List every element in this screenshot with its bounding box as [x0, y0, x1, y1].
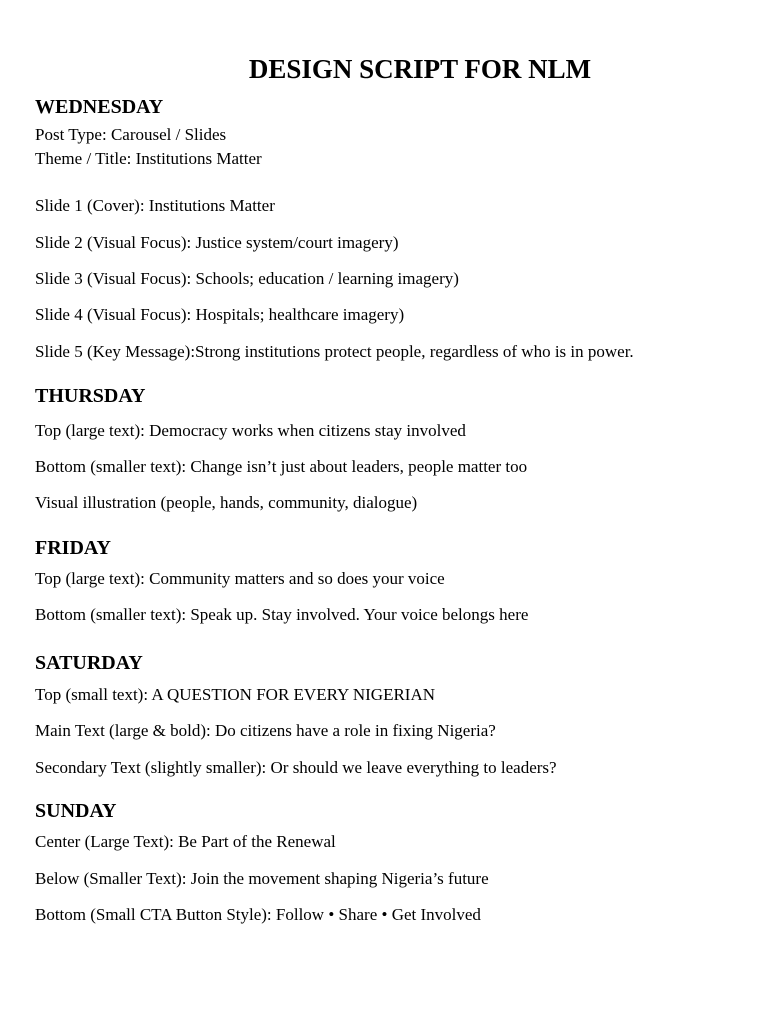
wednesday-heading: WEDNESDAY	[35, 96, 164, 118]
thursday-line-3: Visual illustration (people, hands, community, dialogue)	[35, 493, 418, 512]
wednesday-slide-4: Slide 4 (Visual Focus): Hospitals; healthcare imagery)	[35, 305, 405, 324]
wednesday-slide-2: Slide 2 (Visual Focus): Justice system/court imagery)	[35, 233, 399, 252]
sunday-heading: SUNDAY	[35, 800, 117, 822]
thursday-line-1: Top (large text): Democracy works when citizens stay involved	[35, 421, 466, 440]
thursday-line-2: Bottom (smaller text): Change isn’t just about leaders, people matter too	[35, 457, 528, 476]
wednesday-slide-1: Slide 1 (Cover): Institutions Matter	[35, 196, 275, 215]
friday-line-1: Top (large text): Community matters and so does your voice	[35, 569, 445, 588]
thursday-heading: THURSDAY	[35, 385, 146, 407]
sunday-line-1: Center (Large Text): Be Part of the Renewal	[35, 832, 336, 851]
saturday-line-3: Secondary Text (slightly smaller): Or should we leave everything to leaders?	[35, 758, 557, 777]
saturday-line-1: Top (small text): A QUESTION FOR EVERY NIGERIAN	[35, 685, 436, 704]
sunday-line-3: Bottom (Small CTA Button Style): Follow • Share • Get Involved	[35, 905, 481, 924]
friday-heading: FRIDAY	[35, 537, 111, 559]
saturday-line-2: Main Text (large & bold): Do citizens have a role in fixing Nigeria?	[35, 721, 496, 740]
saturday-heading: SATURDAY	[35, 652, 143, 674]
friday-line-2: Bottom (smaller text): Speak up. Stay involved. Your voice belongs here	[35, 605, 529, 624]
wednesday-post-type: Post Type: Carousel / Slides	[35, 125, 227, 144]
document-title: DESIGN SCRIPT FOR NLM	[248, 54, 592, 84]
sunday-line-2: Below (Smaller Text): Join the movement shaping Nigeria’s future	[35, 869, 489, 888]
wednesday-slide-5: Slide 5 (Key Message):Strong institutions protect people, regardless of who is in power.	[35, 342, 634, 361]
wednesday-theme: Theme / Title: Institutions Matter	[35, 149, 262, 168]
wednesday-slide-3: Slide 3 (Visual Focus): Schools; education / learning imagery)	[35, 269, 459, 288]
